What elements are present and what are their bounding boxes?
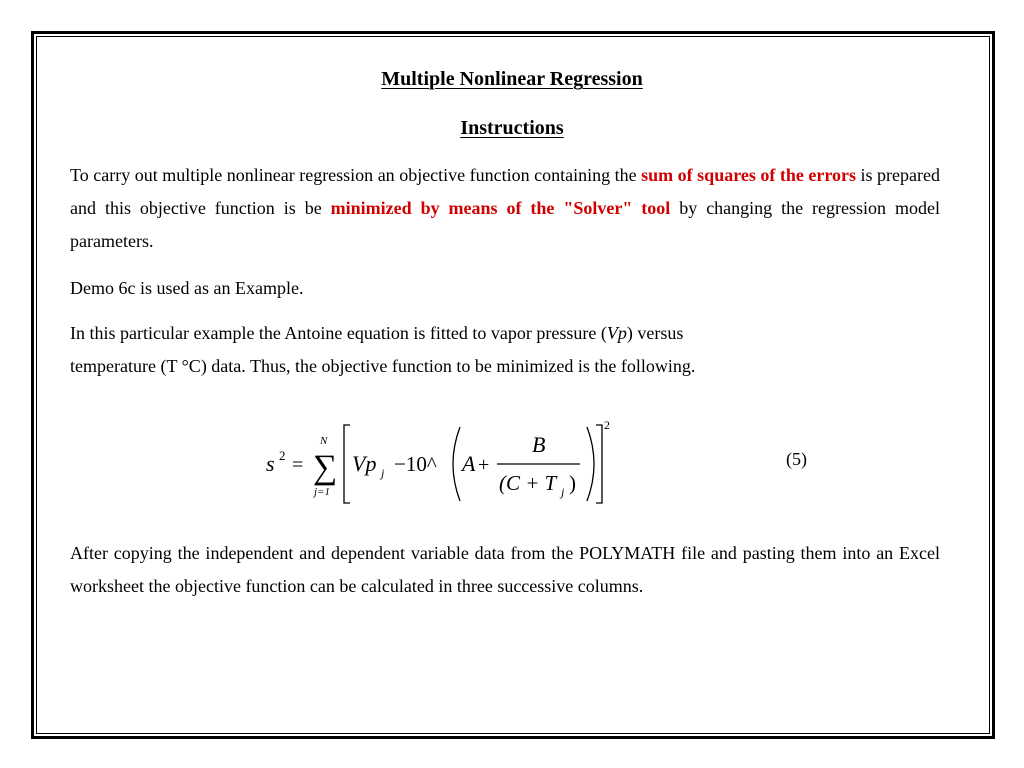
slide-title: Multiple Nonlinear Regression <box>381 68 643 90</box>
eq-outer-exponent: 2 <box>604 418 610 432</box>
paragraph-intro <box>70 159 940 258</box>
eq-denominator-close: ) <box>569 471 576 495</box>
eq-denominator-subscript: j <box>561 485 565 499</box>
eq-vp-subscript: j <box>381 466 385 480</box>
eq-left-bracket <box>344 425 350 503</box>
eq-right-paren <box>587 427 594 501</box>
highlight-solver-tool: minimized by means of the "Solver" tool <box>330 198 671 218</box>
eq-left-paren <box>453 427 460 501</box>
antoine-text-a: In this particular example the Antoine equation is fitted to vapor pressure ( <box>70 323 607 343</box>
equation-number: (5) <box>786 449 807 469</box>
intro-text-c: by changing the regression model parameters. <box>70 198 940 251</box>
antoine-italic-vp: Vp <box>606 323 627 343</box>
paragraph-excel: After copying the independent and dependent variable data from the POLYMATH file and pasting them into an Excel worksheet the objective function can be calculated in three successive columns. <box>70 543 940 596</box>
eq-sum-lower: j=1 <box>314 486 330 498</box>
eq-plus: + <box>478 454 490 476</box>
eq-minus-ten: −10^ <box>394 452 437 476</box>
antoine-line2: temperature (T °C) data. Thus, the objective function to be minimized is the following. <box>70 356 696 376</box>
eq-right-bracket <box>596 425 602 503</box>
objective-function-equation <box>0 410 1024 520</box>
eq-equals: = <box>292 454 304 476</box>
intro-text-b: is prepared and this objective function is be <box>70 165 940 218</box>
highlight-sum-of-squares: sum of squares of the errors <box>641 165 857 185</box>
eq-s-exponent: 2 <box>279 448 286 463</box>
eq-a: A <box>462 451 476 476</box>
eq-vp: Vp <box>352 451 377 476</box>
slide-frame-inner <box>36 36 990 734</box>
slide-subtitle: Instructions <box>460 117 564 139</box>
paragraph-demo: Demo 6c is used as an Example. <box>70 278 304 298</box>
eq-numerator: B <box>532 432 546 457</box>
eq-sum-upper: N <box>320 435 328 447</box>
intro-text-a: To carry out multiple nonlinear regression an objective function containing the <box>70 165 642 185</box>
eq-sum-symbol: ∑ <box>313 449 338 486</box>
antoine-text-b: ) versus <box>626 323 684 343</box>
eq-denominator: (C + T <box>499 471 557 495</box>
eq-s: s <box>266 451 275 476</box>
paragraph-antoine <box>70 317 940 383</box>
